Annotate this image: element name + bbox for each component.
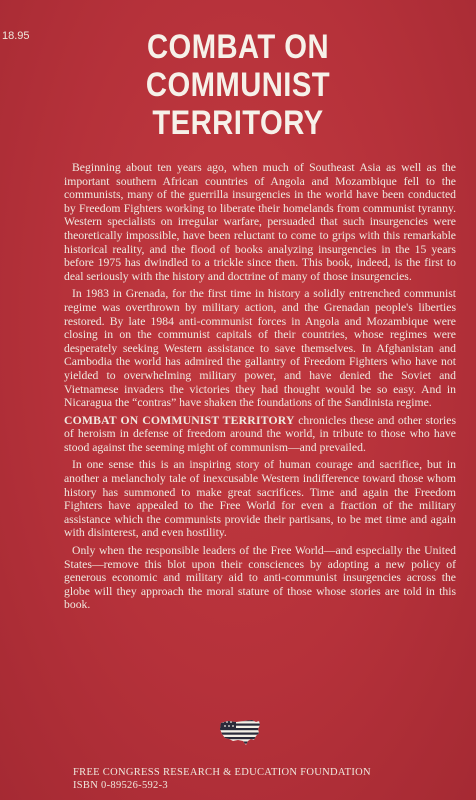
publisher-block bbox=[73, 766, 371, 792]
blurb-paragraph-4: In one sense this is an inspiring story of human courage and sacrifice, but in another a melancholy tale of inexcusable Western indifference toward those whom history has summoned to make great sacrifices. Time and again the Freedom Fighters have appealed to the Free World for even a fraction of the military assistance which the communists provide their partisans, to be met time and again with disinterest, and even hostility. bbox=[64, 458, 456, 540]
publisher-name: FREE CONGRESS RESEARCH & EDUCATION FOUNDATION bbox=[73, 767, 371, 778]
title-line-1: COMBAT ON bbox=[147, 28, 329, 66]
price-label: 18.95 bbox=[2, 30, 30, 42]
cover-title bbox=[33, 28, 442, 142]
title-line-2: COMMUNIST bbox=[145, 66, 331, 104]
us-map-flag-icon bbox=[218, 717, 262, 747]
blurb-paragraph-5: Only when the responsible leaders of the Free World—and especially the United States—remove this blot upon their consciences by adopting a new policy of generous economic and military aid to anti-communist insurgencies across the globe will they approach the moral stature of those whose stories are told in this book. bbox=[64, 544, 456, 612]
book-title-inline: COMBAT ON COMMUNIST TERRITORY bbox=[64, 413, 295, 427]
blurb-text bbox=[64, 161, 456, 616]
blurb-paragraph-2: In 1983 in Grenada, for the first time in history a solidly entrenched communist regime was overthrown by military action, and the Grenadan people's liberties restored. By late 1984 anti-communist forces in Angola and Mozambique were closing in on the communist capitals of their countries, whose regimes were desperately seeking Western assistance to save themselves. In Afghanistan and Cambodia the world has admired the gallantry of Freedom Fighters who have not yielded to overwhelming military power, and have denied the Soviet and Vietnamese invaders the victories they had thought would be so easy. And in Nicaragua the “contras” have shaken the foundations of the Sandinista regime. bbox=[64, 287, 456, 410]
blurb-paragraph-3 bbox=[64, 414, 456, 455]
blurb-paragraph-3-text: chronicles these and other stories of heroism in defense of freedom around the world, in tribute to those who have stood against the seeming might of communism—and prevailed. bbox=[64, 413, 457, 454]
isbn-label: ISBN 0-89526-592-3 bbox=[73, 780, 168, 791]
blurb-paragraph-1: Beginning about ten years ago, when much of Southeast Asia as well as the important southern African countries of Angola and Mozambique fell to the communists, many of the guerrilla insurgencies in the world have been conducted by Freedom Fighters working to liberate their homelands from communist tyranny. Western specialists on irregular warfare, persuaded that such insurgencies were theoretically impossible, have been reluctant to come to grips with this remarkable historical reality, and the flood of books analyzing insurgencies in the 15 years before 1975 has dwindled to a trickle since then. This book, indeed, is the first to deal seriously with the history and doctrine of many of those insurgencies. bbox=[64, 161, 456, 283]
title-line-3: TERRITORY bbox=[152, 104, 324, 142]
